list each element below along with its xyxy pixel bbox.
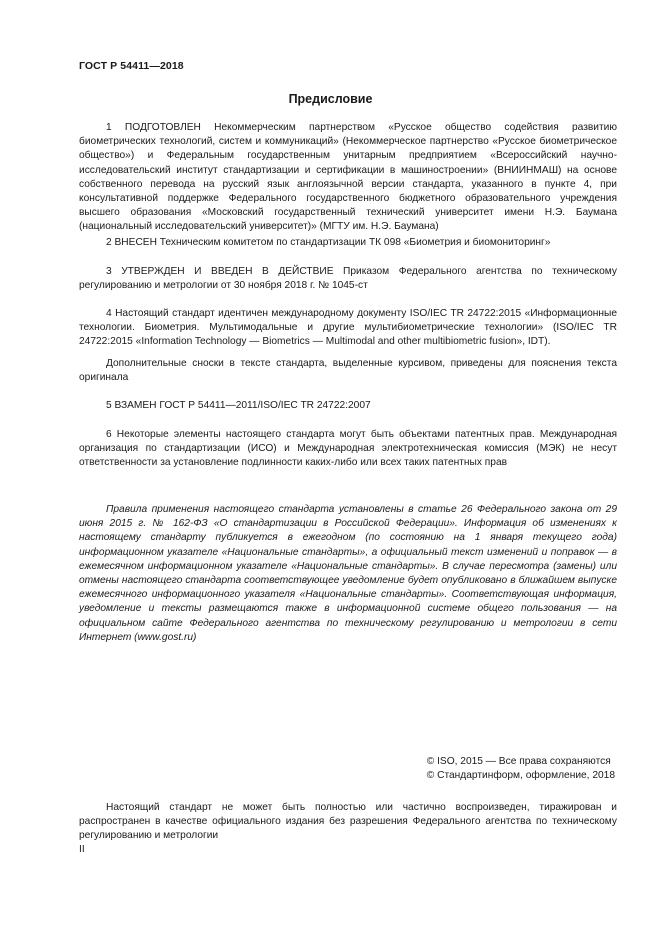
copyright-iso: © ISO, 2015 — Все права сохраняются xyxy=(426,756,611,767)
paragraph-identical-to: 4 Настоящий стандарт идентичен международному документу ISO/IEC TR 24722:2015 «Информационные технологии. Биометрия. Мультимодальные и другие мультибиометрические технологии» (ISO/IEC TR 24722:2015 «Information Technology — Biometrics — Multimodal and other multibiometric fusion», IDT). xyxy=(79,308,617,348)
paragraph-prepared-by: 1 ПОДГОТОВЛЕН Некоммерческим партнерством «Русское общество содействия развитию биометрических технологий, систем и коммуникаций» (Некоммерческое партнерство «Русское биометрическое общество») и Федеральным государственным унитарным предприятием «Всероссийский научно-исследовательский институт стандартизации и сертификации в машиностроении» (ВНИИНМАШ) на основе собственного перевода на русский язык англоязычной версии стандарта, указанного в пункте 4, при консультативной поддержке Федерального государственного бюджетного образовательного учреждения высшего образования «Московский государственный технический университет имени Н.Э. Баумана (национальный исследовательский университет)» (МГТУ им. Н.Э. Баумана) xyxy=(79,122,617,233)
paragraph-footnotes-info: Дополнительные сноски в тексте стандарта, выделенные курсивом, приведены для пояснения текста оригинала xyxy=(79,358,617,384)
reproduction-notice: Настоящий стандарт не может быть полностью или частично воспроизведен, тиражирован и распространен в качестве официального издания без разрешения Федерального агентства по техническому регулированию и метрологии xyxy=(79,802,617,842)
page-title: Предисловие xyxy=(288,92,373,106)
paragraph-introduced-by: 2 ВНЕСЕН Техническим комитетом по стандартизации ТК 098 «Биометрия и биомониторинг» xyxy=(106,237,551,248)
paragraph-replaces: 5 ВЗАМЕН ГОСТ Р 54411—2011/ISO/IEC TR 24722:2007 xyxy=(106,400,371,411)
standard-id: ГОСТ Р 54411—2018 xyxy=(79,60,184,72)
copyright-standartinform: © Стандартинформ, оформление, 2018 xyxy=(426,770,615,782)
application-rules-note: Правила применения настоящего стандарта установлены в статье 26 Федерального закона от 29 июня 2015 г. № 162-ФЗ «О стандартизации в Российской Федерации». Информация об изменениях к настоящему стандарту публикуется в ежегодном (по состоянию на 1 января текущего года) информационном указателе «Национальные стандарты», а официальный текст изменений и поправок — в ежемесячном информационном указателе «Национальные стандарты». В случае пересмотра (замены) или отмены настоящего стандарта соответствующее уведомление будет опубликовано в ближайшем выпуске ежемесячного информационного указателя «Национальные стандарты». Соответствующая информация, уведомление и тексты размещаются также в информационной системе общего пользования — на официальном сайте Федерального агентства по техническому регулированию и метрологии в сети Интернет (www.gost.ru) xyxy=(79,504,617,643)
copyright-block xyxy=(427,755,615,783)
paragraph-approved: 3 УТВЕРЖДЕН И ВВЕДЕН В ДЕЙСТВИЕ Приказом Федерального агентства по техническому регулированию и метрологии от 30 ноября 2018 г. № 1045-ст xyxy=(79,266,617,292)
page-number: II xyxy=(79,844,85,855)
paragraph-patent-rights: 6 Некоторые элементы настоящего стандарта могут быть объектами патентных прав. Международная организация по стандартизации (ИСО) и Международная электротехническая комиссия (МЭК) не несут ответственности за установление подлинности каких-либо или всех таких патентных прав xyxy=(79,429,617,469)
